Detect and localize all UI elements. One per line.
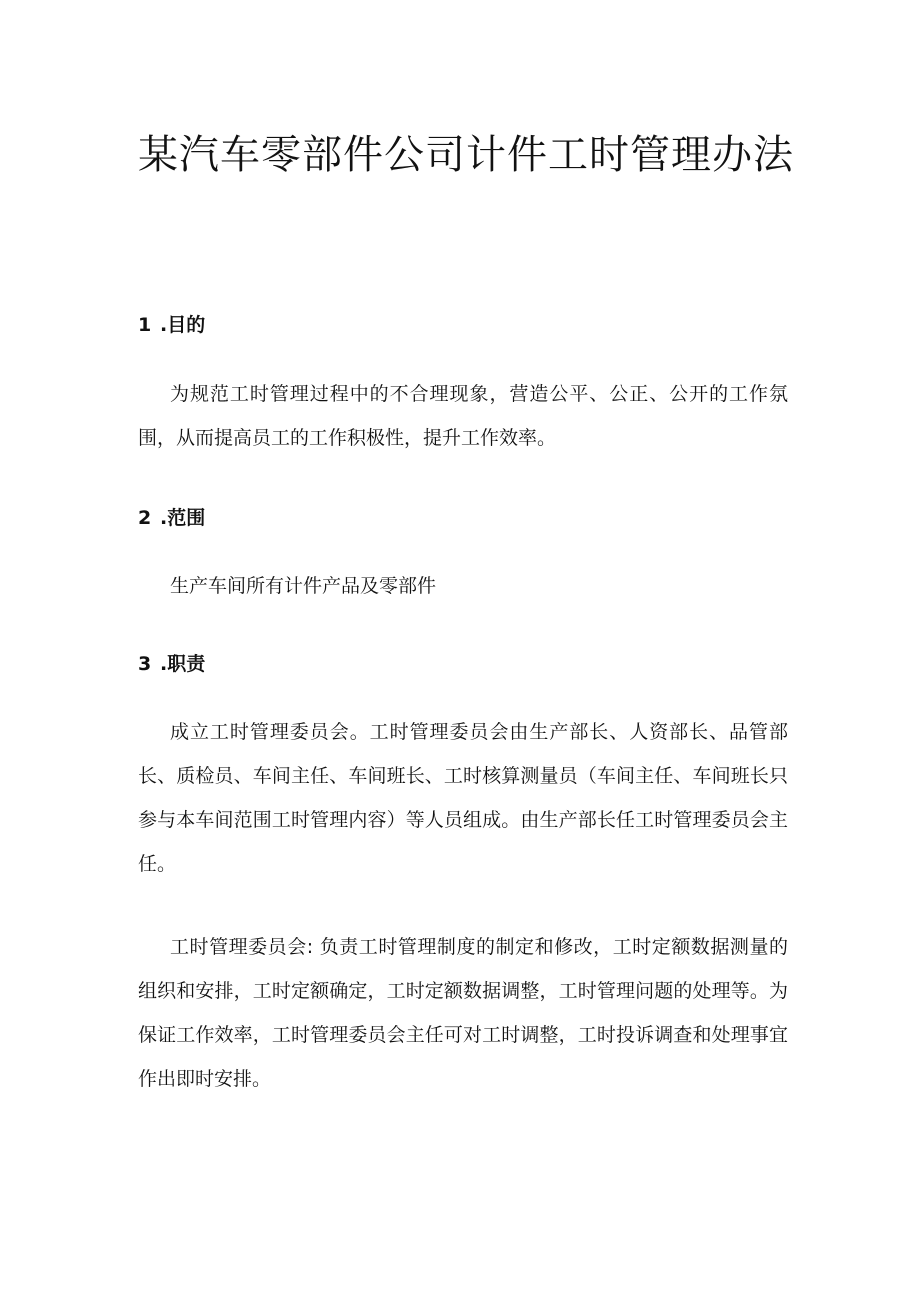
section-title: .职责 [160,653,206,675]
paragraph-committee-duties: 工时管理委员会: 负责工时管理制度的制定和修改，工时定额数据测量的组织和安排，工时定额确定，工时定额数据调整，工时管理问题的处理等。为保证工作效率，工时管理委员会主任可对工时调整，工时投诉调查和处理事宜作出即时安排。 [138,936,788,1090]
section-number: 1 [138,314,152,336]
section-heading-scope [138,503,205,533]
paragraph-purpose: 为规范工时管理过程中的不合理现象，营造公平、公正、公开的工作氛围，从而提高员工的工作积极性，提升工作效率。 [138,383,788,449]
section-heading-responsibilities [138,649,205,679]
document-title: 某汽车零部件公司计件工时管理办法 [138,132,794,178]
section-number: 3 [138,653,152,675]
section-title: .目的 [160,314,206,336]
paragraph-scope: 生产车间所有计件产品及零部件 [170,575,437,597]
paragraph-committee-formation: 成立工时管理委员会。工时管理委员会由生产部长、人资部长、品管部长、质检员、车间主任、车间班长、工时核算测量员（车间主任、车间班长只参与本车间范围工时管理内容）等人员组成。由生产部长任工时管理委员会主任。 [138,721,788,875]
section-number: 2 [138,507,152,529]
section-heading-purpose [138,310,205,340]
section-title: .范围 [160,507,206,529]
